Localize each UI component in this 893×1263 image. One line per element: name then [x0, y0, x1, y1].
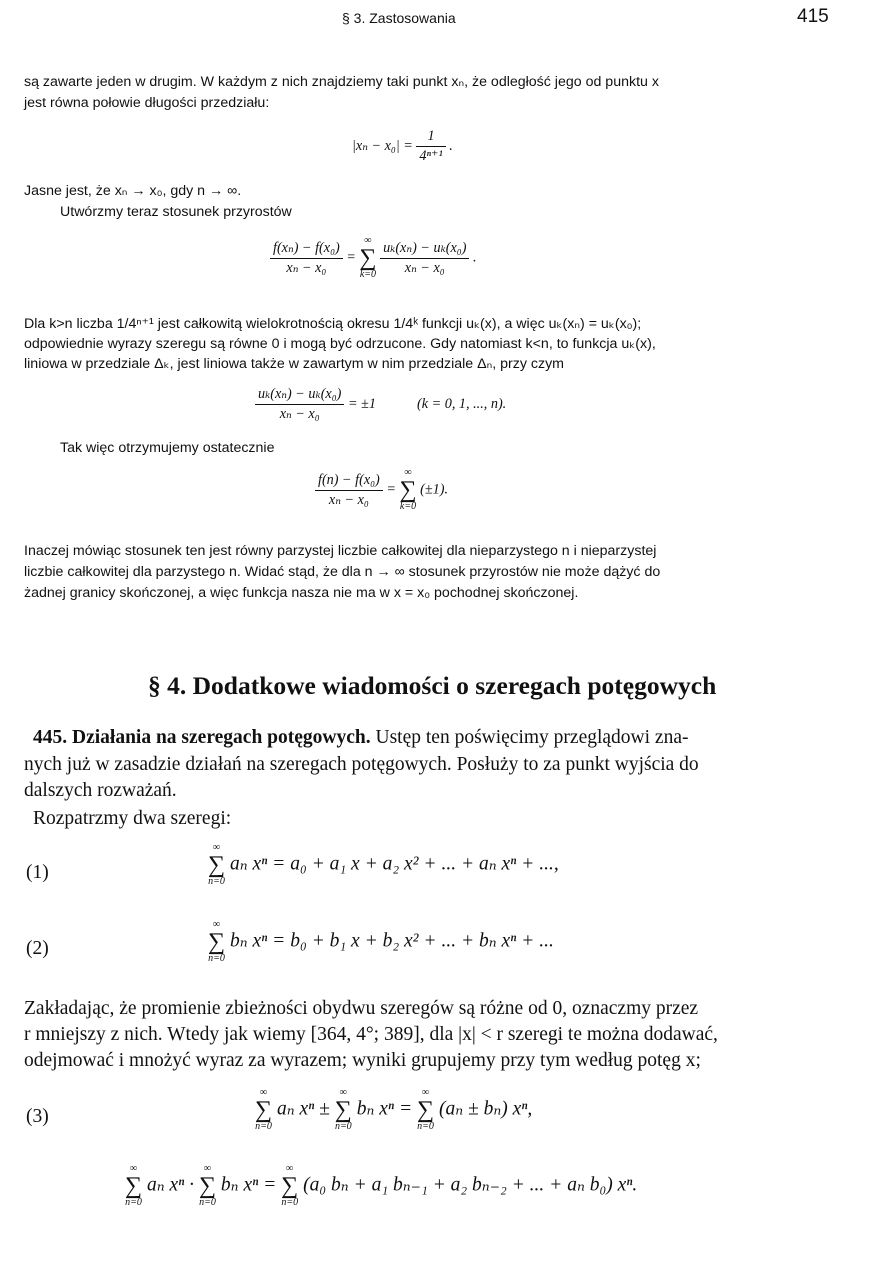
equation-label: (3): [26, 1106, 49, 1127]
equation-product: ∞ ∑ n=0 aₙ xⁿ · ∞ ∑ n=0 bₙ xⁿ = ∞ ∑ n=0 (a₀ bₙ + a₁ bₙ₋₁ + a₂ bₙ₋₂ + ... + aₙ b₀) xⁿ.: [125, 1163, 638, 1208]
equation-slope: $\frac{\text{uₖ(xₙ) − uₖ(x₀)}}{\text{xₙ − x₀}}$ = ±1 (k = 0, 1, ..., n).: [255, 386, 506, 423]
sigma-symbol: ∞ ∑ n=0: [255, 1087, 273, 1132]
paragraph-line: liczbie całkowitej dla parzystego n. Widać stąd, że dla n → ∞ stosunek przyrostów nie może dążyć do: [24, 564, 661, 580]
subsection-number: 445.: [33, 727, 68, 748]
equation-final-ratio: $\frac{\text{f(n) − f(x₀)}}{\text{xₙ − x₀}}$ = ∞ ∑ k=0 (±1).: [315, 468, 448, 512]
equation-series-b: ∞ ∑ n=0 bₙ xⁿ = b₀ + b₁ x + b₂ x² + ... + bₙ xⁿ + ...: [208, 919, 554, 964]
paragraph-line: Utwórzmy teraz stosunek przyrostów: [60, 204, 292, 220]
paragraph-line: Jasne jest, że xₙ → x₀, gdy n → ∞.: [24, 183, 242, 199]
paragraph-line: Inaczej mówiąc stosunek ten jest równy parzystej liczbie całkowitej dla nieparzystego n i nieparzystej: [24, 543, 657, 559]
subsection-title: Działania na szeregach potęgowych.: [72, 727, 371, 748]
sigma-symbol: ∞ ∑ n=0: [198, 1163, 217, 1208]
equation-series-a: ∞ ∑ n=0 aₙ xⁿ = a₀ + a₁ x + a₂ x² + ... + aₙ xⁿ + ...,: [208, 842, 559, 887]
paragraph-line: żadnej granicy skończonej, a więc funkcja nasza nie ma w x = x₀ pochodnej skończonej.: [24, 585, 579, 601]
paragraph-line: Zakładając, że promienie zbieżności obydwu szeregów są różne od 0, oznaczmy przez: [24, 998, 699, 1019]
sigma-symbol: ∞ ∑ n=0: [208, 919, 226, 964]
equation-label: (2): [26, 938, 49, 959]
paragraph-line: dalszych rozważań.: [24, 780, 177, 801]
paragraph-line: jest równa połowie długości przedziału:: [24, 95, 270, 111]
equation-label: (1): [26, 862, 49, 883]
paragraph-line: odpowiednie wyrazy szeregu są równe 0 i mogą być odrzucone. Gdy natomiast k<n, to funkcja uₖ(x),: [24, 336, 656, 352]
equation-sum-difference: ∞ ∑ n=0 aₙ xⁿ ± ∞ ∑ n=0 bₙ xⁿ = ∞ ∑ n=0 (aₙ ± bₙ) xⁿ,: [255, 1087, 533, 1132]
paragraph-line: odejmować i mnożyć wyraz za wyrazem; wyniki grupujemy przy tym według potęg x;: [24, 1050, 701, 1071]
sigma-symbol: ∞ ∑ n=0: [208, 842, 226, 887]
paragraph-line: są zawarte jeden w drugim. W każdym z nich znajdziemy taki punkt xₙ, że odległość jego od punktu x: [24, 74, 659, 90]
fraction: $\frac{\text{f(n) − f(x₀)}}{\text{xₙ − x₀}}$: [315, 472, 383, 509]
fraction: $\frac{\text{uₖ(xₙ) − uₖ(x₀)}}{\text{xₙ − x₀}}$: [255, 386, 344, 423]
equation-distance: |xₙ − x₀| = $\frac{1}{\text{4ⁿ⁺¹}}$ .: [352, 128, 453, 164]
sigma-symbol: ∞ ∑ k=0: [359, 235, 377, 280]
fraction: $\frac{1}{\text{4ⁿ⁺¹}}$: [416, 128, 445, 165]
subsection-line: 445. Działania na szeregach potęgowych. Ustęp ten poświęcimy przeglądowi zna-: [33, 727, 689, 748]
paragraph-line: nych już w zasadzie działań na szeregach potęgowych. Posłuży to za punkt wyjścia do: [24, 754, 699, 775]
paragraph-line: r mniejszy z nich. Wtedy jak wiemy [364, 4°; 389], dla |x| < r szeregi te można dodawać,: [24, 1024, 718, 1045]
paragraph-line: liniowa w przedziale Δₖ, jest liniowa także w zawartym w nim przedziale Δₙ, przy czym: [24, 356, 564, 372]
page-number: 415: [797, 6, 829, 27]
fraction: $\frac{\text{uₖ(xₙ) − uₖ(x₀)}}{\text{xₙ − x₀}}$: [380, 240, 469, 277]
paragraph-line: Dla k>n liczba 1/4ⁿ⁺¹ jest całkowitą wielokrotnością okresu 1/4ᵏ funkcji uₖ(x), a więc uₖ(xₙ) = uₖ(x₀);: [24, 316, 642, 332]
equation-increment-ratio: $\frac{\text{f(xₙ) − f(x₀)}}{\text{xₙ − x₀}}$ = ∞ ∑ k=0 $\frac{\text{uₖ(xₙ) − uₖ(x₀)}}{\text{xₙ − x₀}}$ .: [270, 236, 477, 280]
sigma-symbol: ∞ ∑ k=0: [399, 467, 417, 512]
paragraph-line: Tak więc otrzymujemy ostatecznie: [60, 440, 275, 456]
sigma-symbol: ∞ ∑ n=0: [125, 1163, 143, 1208]
paragraph-line: Rozpatrzmy dwa szeregi:: [33, 808, 232, 829]
sigma-symbol: ∞ ∑ n=0: [281, 1163, 299, 1208]
running-header: § 3. Zastosowania: [342, 10, 456, 26]
sigma-symbol: ∞ ∑ n=0: [416, 1087, 435, 1132]
sigma-symbol: ∞ ∑ n=0: [334, 1087, 352, 1132]
fraction: $\frac{\text{f(xₙ) − f(x₀)}}{\text{xₙ − x₀}}$: [270, 240, 343, 277]
section-title: § 4. Dodatkowe wiadomości o szeregach potęgowych: [148, 671, 717, 700]
